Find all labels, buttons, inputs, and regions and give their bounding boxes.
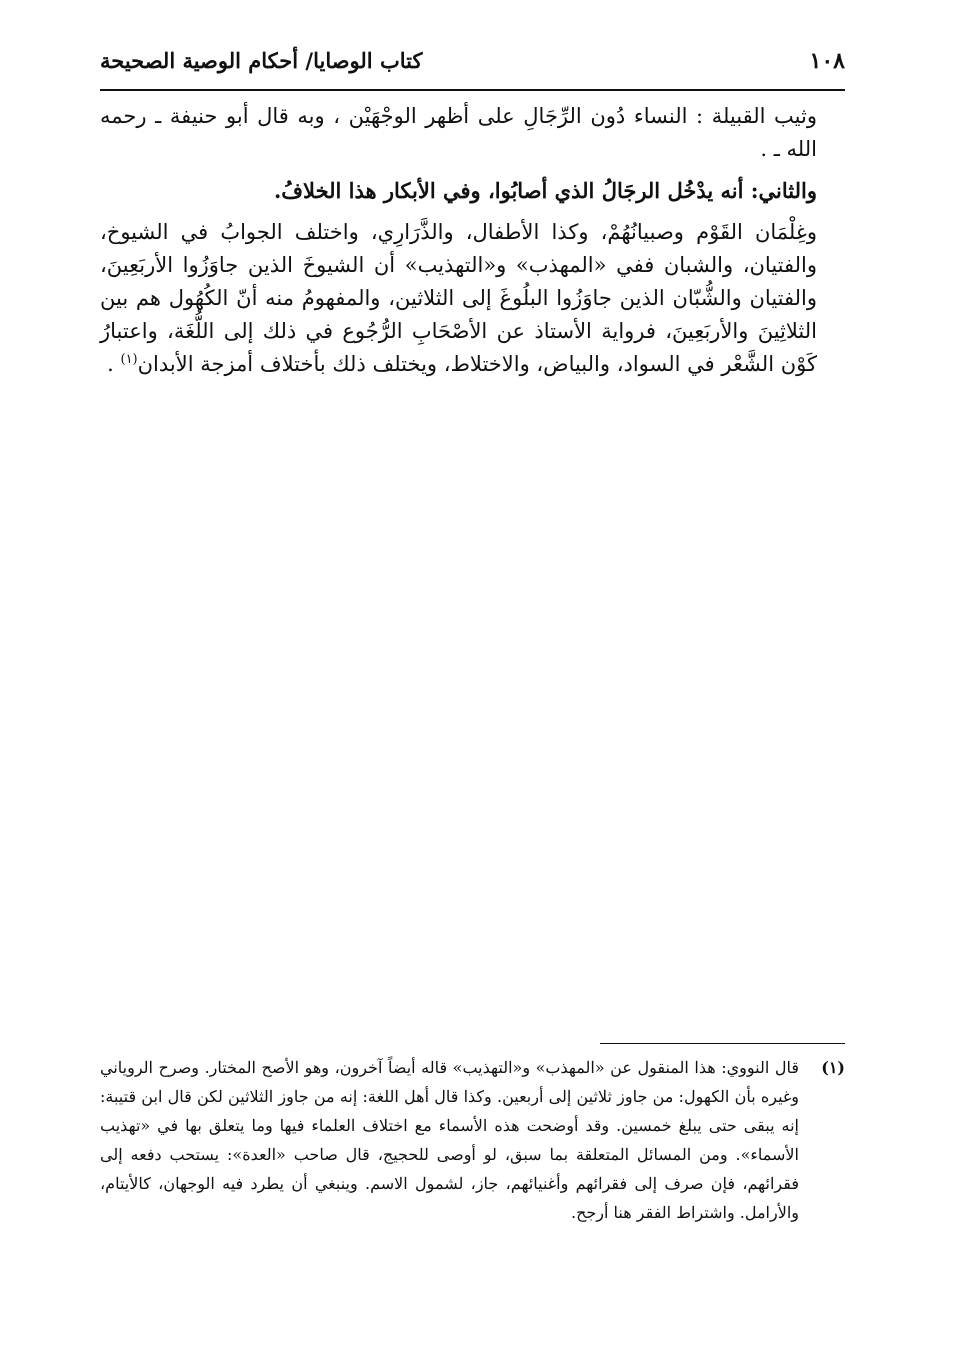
footnotes: [100, 1053, 845, 1227]
page-number: ١٠٨: [809, 48, 845, 74]
footnote-marker: (١): [821, 1058, 845, 1077]
paragraph-3: [100, 216, 845, 381]
paragraph-2-lead: والثاني:: [750, 178, 817, 203]
paragraph-3-text: وغِلْمَان القَوْم وصبيانُهُمْ، وكذا الأطفال، والذَّرَارِي، واختلف الجوابُ في الشيوخ، والفتيان، والشبان ففي «المهذب» و«التهذيب» أن الشيوخَ الذين جاوَزُوا الأربَعِينَ، والفتيان والشُّبّان الذين جاوَزُوا البلُوغَ إلى الثلاثين، والمفهومُ منه أنّ الكُهُول هم بين الثلاثِينَ والأربَعِينَ، فرواية الأستاذ عن الأصْحَابِ الرُّجُوع في ذلك إلى اللُّغَة، واعتبارُ كَوْن الشَّعْر في السواد، والبياض، والاختلاط، ويختلف ذلك بأختلاف أمزجة الأبدان: [100, 220, 817, 376]
page-header: [100, 42, 845, 86]
header-rule: [100, 89, 845, 91]
paragraph-2-rest: أنه يدْخُل الرجَالُ الذي أصابُوا، وفي الأبكار هذا الخلافُ.: [273, 178, 751, 203]
footnote-reference: (١): [120, 352, 138, 367]
paragraph-3-end: .: [107, 352, 121, 376]
footnote-text: قال النووي: هذا المنقول عن «المهذب» و«التهذيب» قاله أيضاً آخرون، وهو الأصح المختار. وصرح الروياني وغيره بأن الكهول: من جاوز ثلاثين إلى أربعين. وكذا قال أهل اللغة: إنه من جاوز الثلاثين لكن قال ابن قتيبة: إنه يبقى حتى يبلغ خمسين. وقد أوضحت هذه الأسماء مع اختلاف العلماء فيها وما يتعلق بها في «تهذيب الأسماء». ومن المسائل المتعلقة بما سبق، لو أوصى للحجيج، قال صاحب «العدة»: يستحب دفعه إلى فقرائهم، فإن صرف إلى فقرائهم وأغنيائهم، جاز، لشمول الاسم. وينبغي أن يطرد فيه الوجهان، كالأيتام، والأرامل. واشتراط الفقر هنا أرجح.: [100, 1058, 800, 1222]
main-text: [100, 100, 845, 389]
paragraph-2: [100, 174, 845, 208]
running-title: كتاب الوصايا/ أحكام الوصية الصحيحة: [100, 48, 423, 73]
footnote-rule: [600, 1043, 845, 1044]
footnote-1: [100, 1053, 845, 1227]
paragraph-1: وثيب القبيلة : النساء دُون الرِّجَالِ على أظهر الوجْهَيْن ، وبه قال أبو حنيفة ـ رحمه الله ـ .: [100, 104, 817, 161]
